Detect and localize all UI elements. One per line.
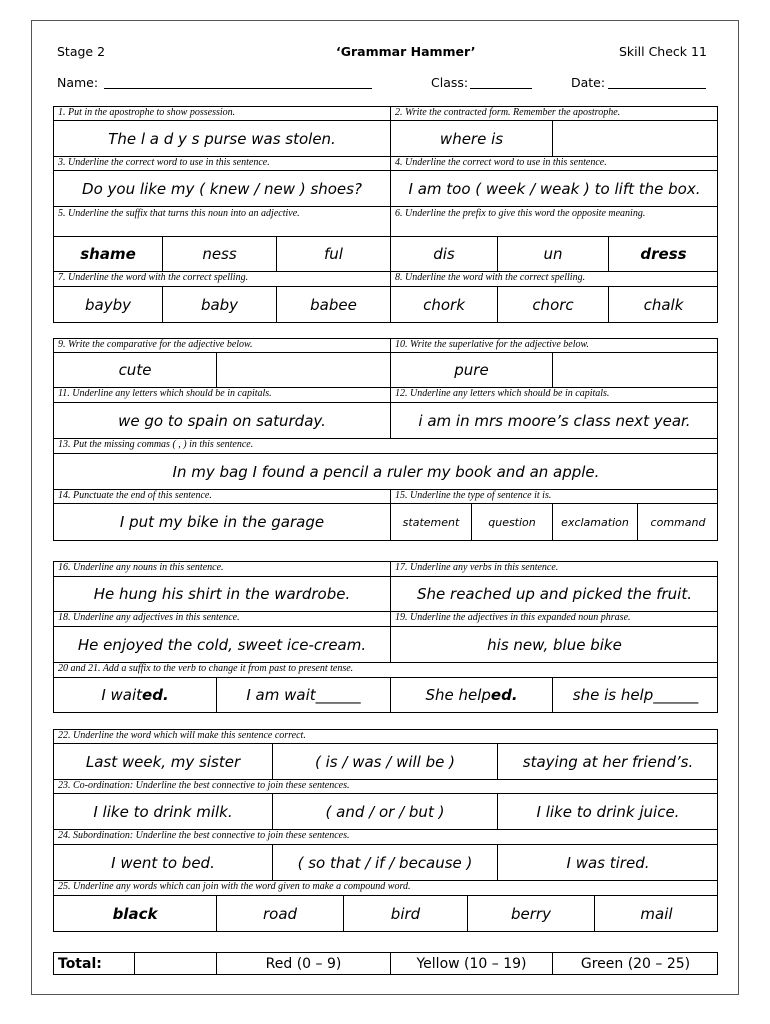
stage-label: Stage 2 [57,44,106,59]
q10-instruction: 10. Write the superlative for the adjective below. [395,339,589,350]
q9-instruction: 9. Write the comparative for the adjective below. [58,339,253,350]
name-field[interactable] [104,78,372,89]
q2-words: where is [439,129,504,148]
q3-sentence[interactable]: Do you like my ( knew / new ) shoes? [82,179,362,198]
q8-option[interactable]: chorc [532,295,574,314]
q11-sentence[interactable]: we go to spain on saturday. [118,411,326,430]
q5-option[interactable]: ful [324,245,343,263]
q10-answer-box[interactable] [553,353,718,387]
q25-instruction: 25. Underline any words which can join with the word given to make a compound word. [58,881,411,892]
q5-instruction: 5. Underline the suffix that turns this noun into an adjective. [58,208,300,219]
q5-option-word: shame [80,245,136,263]
q2-instruction: 2. Write the contracted form. Remember the apostrophe. [395,107,621,118]
q15-instruction: 15. Underline the type of sentence it is. [395,490,552,501]
q20-example-suffix: ed. [142,686,169,704]
q6-instruction: 6. Underline the prefix to give this word the opposite meaning. [395,208,646,219]
q14-instruction: 14. Punctuate the end of this sentence. [58,490,212,501]
q14-sentence[interactable]: I put my bike in the garage [119,513,325,531]
q10-word: pure [454,361,489,379]
q15-option[interactable]: command [650,515,706,529]
q7-option[interactable]: baby [200,295,239,314]
q25-option[interactable]: mail [640,904,673,923]
q21-answer[interactable]: she is help______ [572,686,699,704]
q22-part: staying at her friend’s. [522,752,694,771]
q24-part: I went to bed. [111,853,215,872]
q12-sentence[interactable]: i am in mrs moore’s class next year. [418,411,691,430]
q20-example [54,678,216,712]
q20-21-instruction: 20 and 21. Add a suffix to the verb to change it from past to present tense. [58,663,354,674]
q21-example-suffix: ed. [490,686,518,704]
q11-instruction: 11. Underline any letters which should be in capitals. [58,388,272,399]
q13-instruction: 13. Put the missing commas ( , ) in this sentence. [58,439,254,450]
q4-instruction: 4. Underline the correct word to use in this sentence. [395,157,607,168]
q8-option[interactable]: chork [423,295,465,314]
class-label: Class: [431,75,469,90]
q22-choices[interactable]: ( is / was / will be ) [315,752,455,771]
q4-sentence[interactable]: I am too ( week / weak ) to lift the box. [408,179,701,198]
worksheet-title: ‘Grammar Hammer’ [336,44,476,59]
q19-phrase[interactable]: his new, blue bike [487,635,622,654]
q24-instruction: 24. Subordination: Underline the best connective to join these sentences. [58,830,350,841]
q16-instruction: 16. Underline any nouns in this sentence. [58,562,224,573]
band-yellow: Yellow (10 – 19) [416,955,527,972]
q6-option[interactable]: dis [433,245,455,263]
total-label: Total: [58,955,102,972]
q8-instruction: 8. Underline the word with the correct spelling. [395,272,586,283]
q15-option[interactable]: statement [402,515,460,529]
q23-instruction: 23. Co-ordination: Underline the best connective to join these sentences. [58,780,350,791]
q6-option-word: dress [640,245,687,263]
q20-example-stem: I wait [101,686,143,704]
q23-part: I like to drink juice. [536,802,680,821]
q16-sentence[interactable]: He hung his shirt in the wardrobe. [93,585,351,603]
q15-option[interactable]: exclamation [561,515,629,529]
name-label: Name: [57,75,99,90]
q1-instruction: 1. Put in the apostrophe to show possession. [58,107,236,118]
q24-choices[interactable]: ( so that / if / because ) [297,853,473,872]
q25-word: black [112,904,158,923]
band-green: Green (20 – 25) [580,955,691,972]
q9-word: cute [118,361,152,379]
q5-option[interactable]: ness [202,245,237,263]
q8-option[interactable]: chalk [643,295,684,314]
date-label: Date: [571,75,606,90]
q20-answer[interactable]: I am wait______ [246,686,361,704]
q13-sentence[interactable]: In my bag I found a pencil a ruler my book and an apple. [172,462,600,481]
q12-instruction: 12. Underline any letters which should be in capitals. [395,388,610,399]
q18-instruction: 18. Underline any adjectives in this sentence. [58,612,240,623]
q21-example-stem: She help [425,686,491,704]
q3-instruction: 3. Underline the correct word to use in this sentence. [58,157,270,168]
q22-part: Last week, my sister [85,752,241,771]
q22-instruction: 22. Underline the word which will make this sentence correct. [58,730,306,741]
q1-sentence[interactable]: The l a d y s purse was stolen. [108,129,336,148]
q23-part: I like to drink milk. [93,802,233,821]
q25-option[interactable]: berry [511,904,551,923]
q7-instruction: 7. Underline the word with the correct spelling. [58,272,249,283]
q7-option[interactable]: babee [310,295,357,314]
q6-option[interactable]: un [543,245,563,263]
q15-option[interactable]: question [488,515,536,529]
q25-option[interactable]: road [262,904,298,923]
q23-choices[interactable]: ( and / or / but ) [325,802,445,821]
date-field[interactable] [608,78,706,89]
q19-instruction: 19. Underline the adjectives in this expanded noun phrase. [395,612,631,623]
q17-sentence[interactable]: She reached up and picked the fruit. [417,585,692,603]
total-score-box[interactable] [135,953,216,974]
class-field[interactable] [470,78,532,89]
q24-part: I was tired. [566,853,650,872]
q17-instruction: 17. Underline any verbs in this sentence. [395,562,559,573]
q21-example [391,678,552,712]
q25-option[interactable]: bird [390,904,421,923]
q18-sentence[interactable]: He enjoyed the cold, sweet ice-cream. [77,635,367,654]
q2-answer-box[interactable] [553,121,718,156]
skill-check-label: Skill Check 11 [619,44,707,59]
band-red: Red (0 – 9) [265,955,342,972]
q9-answer-box[interactable] [217,353,390,387]
q7-option[interactable]: bayby [85,295,131,314]
